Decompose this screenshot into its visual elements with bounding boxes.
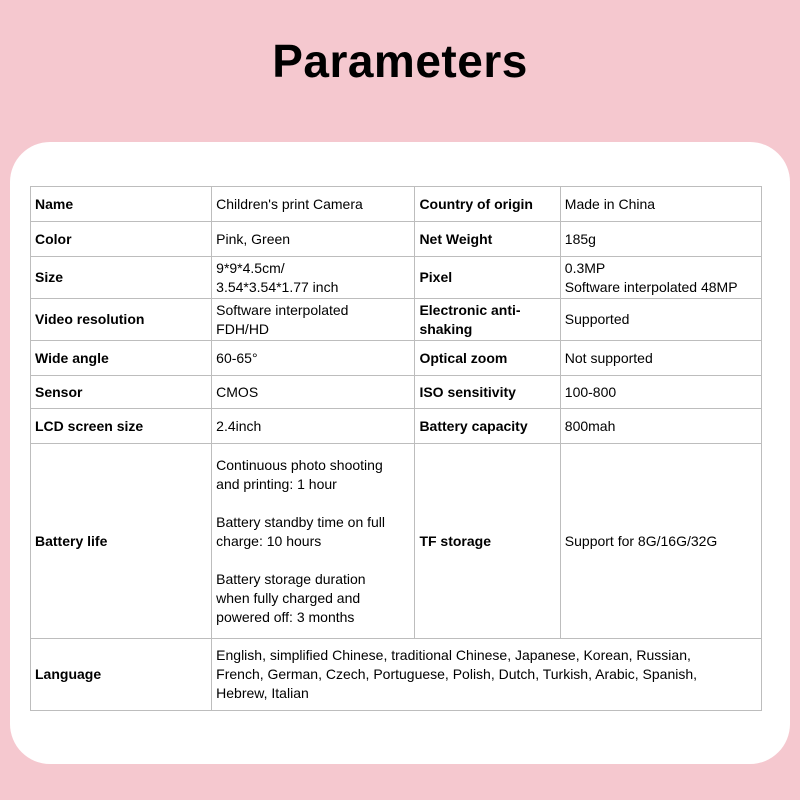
battery-paragraph: Continuous photo shooting and printing: 1 hour bbox=[216, 456, 383, 492]
page-title: Parameters bbox=[272, 35, 528, 87]
param-label: Color bbox=[31, 222, 212, 257]
param-value: 0.3MP Software interpolated 48MP bbox=[560, 257, 761, 299]
table-row bbox=[31, 409, 762, 444]
table-row bbox=[31, 257, 762, 299]
param-label: Wide angle bbox=[31, 341, 212, 376]
table-row bbox=[31, 341, 762, 376]
battery-paragraph: Battery standby time on full charge: 10 hours bbox=[216, 513, 386, 549]
param-label: Language bbox=[31, 639, 212, 711]
param-label: Sensor bbox=[31, 376, 212, 409]
param-value bbox=[212, 444, 415, 639]
param-value: English, simplified Chinese, traditional Chinese, Japanese, Korean, Russian, French, German, Czech, Portuguese, Polish, Dutch, Turkish, Arabic, Spanish, Hebrew, Italian bbox=[212, 639, 762, 711]
param-label: TF storage bbox=[415, 444, 560, 639]
param-label: Net Weight bbox=[415, 222, 560, 257]
table-row bbox=[31, 444, 762, 639]
param-label: ISO sensitivity bbox=[415, 376, 560, 409]
param-value: 9*9*4.5cm/ 3.54*3.54*1.77 inch bbox=[212, 257, 415, 299]
table-row bbox=[31, 639, 762, 711]
param-label: Optical zoom bbox=[415, 341, 560, 376]
param-label: Battery life bbox=[31, 444, 212, 639]
param-value: 185g bbox=[560, 222, 761, 257]
table-row bbox=[31, 222, 762, 257]
parameters-table bbox=[30, 186, 762, 711]
param-label: Electronic anti- shaking bbox=[415, 299, 560, 341]
param-value: 800mah bbox=[560, 409, 761, 444]
table-row bbox=[31, 299, 762, 341]
param-value: Software interpolated FDH/HD bbox=[212, 299, 415, 341]
param-label: Country of origin bbox=[415, 187, 560, 222]
param-label: Pixel bbox=[415, 257, 560, 299]
param-value: 60-65° bbox=[212, 341, 415, 376]
param-label: Name bbox=[31, 187, 212, 222]
param-value: Pink, Green bbox=[212, 222, 415, 257]
param-label: Size bbox=[31, 257, 212, 299]
param-value: 100-800 bbox=[560, 376, 761, 409]
param-label: Video resolution bbox=[31, 299, 212, 341]
param-value: Supported bbox=[560, 299, 761, 341]
battery-paragraph: Battery storage duration when fully charged and powered off: 3 months bbox=[216, 570, 366, 625]
table-row bbox=[31, 376, 762, 409]
param-value: Made in China bbox=[560, 187, 761, 222]
param-value: CMOS bbox=[212, 376, 415, 409]
param-value: 2.4inch bbox=[212, 409, 415, 444]
param-label: LCD screen size bbox=[31, 409, 212, 444]
table-row bbox=[31, 187, 762, 222]
param-value: Support for 8G/16G/32G bbox=[560, 444, 761, 639]
param-value: Not supported bbox=[560, 341, 761, 376]
param-value: Children's print Camera bbox=[212, 187, 415, 222]
param-label: Battery capacity bbox=[415, 409, 560, 444]
